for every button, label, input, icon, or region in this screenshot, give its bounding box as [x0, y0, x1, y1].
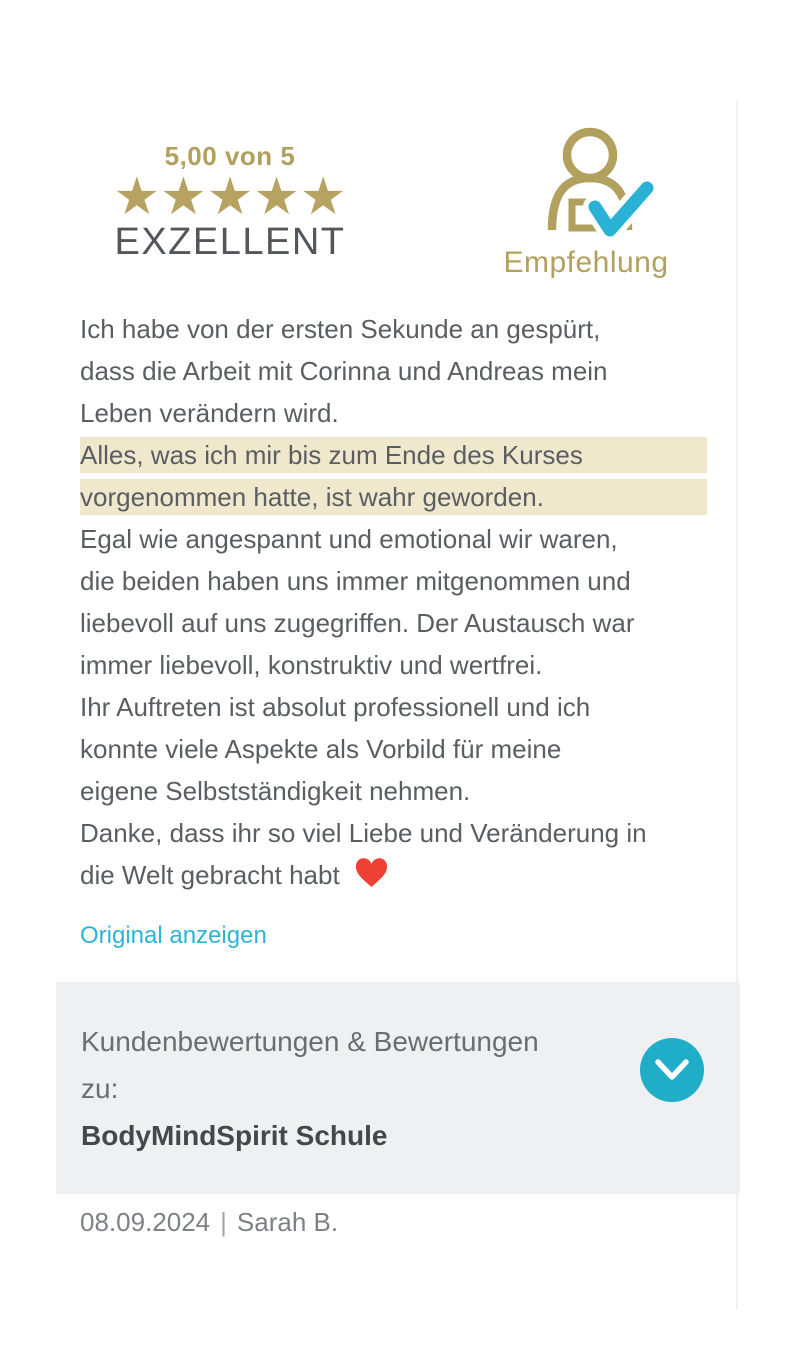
meta-separator: | — [220, 1207, 227, 1237]
review-author: Sarah B. — [236, 1207, 339, 1237]
review-line: Leben verändern wird. — [80, 398, 339, 428]
review-line: Danke, dass ihr so viel Liebe und Veränderung in — [80, 818, 647, 848]
expand-reviews-button[interactable] — [640, 1038, 704, 1102]
review-line: Ihr Auftreten ist absolut professionell und ich — [80, 692, 591, 722]
review-line: Egal wie angespannt und emotional wir waren, — [80, 524, 618, 554]
show-original-link[interactable]: Original anzeigen — [80, 922, 267, 949]
star-rating-icon: ★★★★★ — [113, 167, 347, 227]
review-meta — [80, 1206, 338, 1238]
review-line: eigene Selbstständigkeit nehmen. — [80, 776, 471, 806]
red-heart-icon — [355, 858, 388, 900]
review-line: dass die Arbeit mit Corinna und Andreas mein — [80, 356, 608, 386]
review-line: immer liebevoll, konstruktiv und wertfrei. — [80, 650, 543, 680]
review-line: Ich habe von der ersten Sekunde an gespürt, — [80, 314, 601, 344]
rating-section — [78, 142, 382, 262]
review-line-text: die Welt gebracht habt — [80, 860, 340, 890]
review-date: 08.09.2024 — [80, 1207, 211, 1237]
review-line-highlighted: vorgenommen hatte, ist wahr geworden. — [80, 476, 707, 518]
reviews-panel — [56, 982, 740, 1194]
company-name: BodyMindSpirit Schule — [81, 1120, 388, 1151]
review-line: konnte viele Aspekte als Vorbild für meine — [80, 734, 562, 764]
review-line — [80, 854, 707, 896]
review-line-highlighted: Alles, was ich mir bis zum Ende des Kurses — [80, 434, 707, 476]
review-line: die beiden haben uns immer mitgenommen und — [80, 566, 631, 596]
rating-value: 5,00 von 5 — [164, 141, 296, 171]
review-text — [80, 308, 707, 896]
person-with-checkmark-icon — [538, 126, 658, 243]
recommendation-label: Empfehlung — [503, 246, 669, 279]
grade-label: EXZELLENT — [114, 221, 346, 263]
chevron-down-icon — [654, 1058, 690, 1082]
review-line: liebevoll auf uns zugegriffen. Der Austausch war — [80, 608, 635, 638]
panel-title: Kundenbewertungen & Bewertungen zu: — [81, 1026, 539, 1104]
